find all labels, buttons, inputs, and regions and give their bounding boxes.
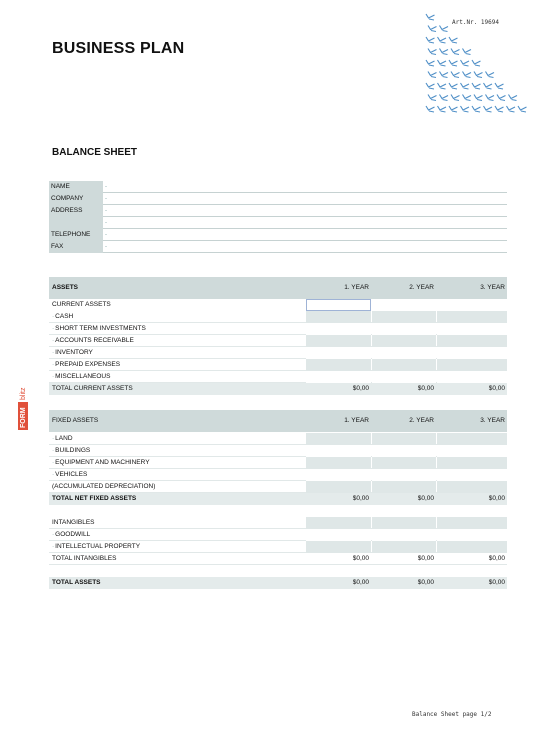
total-row bbox=[49, 493, 507, 505]
contact-row-company[interactable] bbox=[49, 193, 507, 205]
value-cell[interactable] bbox=[306, 323, 371, 335]
header-label: FIXED ASSETS bbox=[52, 417, 99, 424]
chevron-mark bbox=[449, 83, 458, 89]
row-label: (ACCUMULATED DEPRECIATION) bbox=[52, 483, 156, 490]
value-cell[interactable] bbox=[372, 433, 436, 445]
value-cell[interactable] bbox=[306, 433, 371, 445]
value-cell[interactable] bbox=[306, 335, 371, 347]
value-cell[interactable] bbox=[437, 371, 507, 383]
total-value: $0,00 bbox=[488, 579, 505, 586]
chevron-mark bbox=[474, 72, 483, 78]
contact-row-address[interactable] bbox=[49, 205, 507, 217]
table-row bbox=[49, 311, 507, 323]
value-cell[interactable] bbox=[372, 371, 436, 383]
chevron-mark bbox=[472, 106, 481, 112]
value-cell[interactable] bbox=[306, 347, 371, 359]
value-cell[interactable] bbox=[306, 529, 371, 541]
table-row bbox=[49, 445, 507, 457]
total-value: $0,00 bbox=[417, 555, 434, 562]
grand-total-table bbox=[49, 577, 507, 589]
value-cell[interactable] bbox=[437, 457, 507, 469]
chevron-mark bbox=[449, 37, 458, 43]
grand-total-row bbox=[49, 577, 507, 589]
chevron-mark bbox=[438, 106, 447, 112]
value-cell[interactable] bbox=[437, 445, 507, 457]
value-cell[interactable] bbox=[306, 469, 371, 481]
value-cell[interactable] bbox=[437, 347, 507, 359]
contact-row-address-2[interactable] bbox=[49, 217, 507, 229]
chevron-mark bbox=[518, 106, 527, 112]
contact-row-fax[interactable] bbox=[49, 241, 507, 253]
row-label: · GOODWILL bbox=[52, 529, 90, 541]
contact-label: TELEPHONE bbox=[49, 229, 103, 241]
contact-label bbox=[49, 217, 103, 229]
field-marker: - bbox=[105, 184, 107, 190]
table-header bbox=[49, 410, 507, 432]
value-cell[interactable] bbox=[306, 299, 371, 311]
contact-label: NAME bbox=[49, 181, 103, 193]
total-label: TOTAL INTANGIBLES bbox=[52, 555, 117, 562]
value-cell[interactable] bbox=[437, 359, 507, 371]
chevron-mark bbox=[474, 95, 483, 101]
value-cell[interactable] bbox=[437, 311, 507, 323]
row-label: · MISCELLANEOUS bbox=[52, 371, 110, 383]
intangibles-table bbox=[49, 517, 507, 565]
value-cell[interactable] bbox=[306, 371, 371, 383]
col-header-year-2: 2. YEAR bbox=[409, 284, 434, 291]
table-row bbox=[49, 371, 507, 383]
field-marker: - bbox=[105, 232, 107, 238]
chevron-mark bbox=[461, 83, 470, 89]
total-value: $0,00 bbox=[417, 495, 434, 502]
fixed-assets-table bbox=[49, 410, 507, 505]
chevron-mark bbox=[440, 72, 449, 78]
table-row bbox=[49, 457, 507, 469]
value-cell[interactable] bbox=[306, 445, 371, 457]
total-value: $0,00 bbox=[417, 579, 434, 586]
col-header-year-1: 1. YEAR bbox=[344, 417, 369, 424]
value-cell[interactable] bbox=[306, 541, 371, 553]
row-label: · PREPAID EXPENSES bbox=[52, 359, 120, 371]
tag-text-form: FORM bbox=[20, 407, 28, 428]
article-number: Art.Nr. 19694 bbox=[452, 19, 499, 26]
table-row bbox=[49, 481, 507, 493]
section-title: BALANCE SHEET bbox=[52, 147, 138, 158]
contact-row-telephone[interactable] bbox=[49, 229, 507, 241]
table-row bbox=[49, 469, 507, 481]
formblitz-tag-logo bbox=[18, 366, 28, 430]
chevron-mark bbox=[461, 60, 470, 66]
value-cell[interactable] bbox=[306, 311, 371, 323]
total-value: $0,00 bbox=[352, 579, 369, 586]
col-header-year-3: 3. YEAR bbox=[480, 284, 505, 291]
group-label: CURRENT ASSETS bbox=[52, 301, 111, 308]
current-assets-table bbox=[49, 277, 507, 395]
value-cell[interactable] bbox=[372, 311, 436, 323]
table-row bbox=[49, 299, 507, 311]
chevron-mark bbox=[495, 83, 504, 89]
chevron-mark bbox=[497, 95, 506, 101]
value-cell[interactable] bbox=[437, 541, 507, 553]
chevron-mark bbox=[428, 72, 437, 78]
chevron-mark bbox=[426, 106, 435, 112]
table-header bbox=[49, 277, 507, 299]
chevron-mark bbox=[463, 72, 472, 78]
value-cell[interactable] bbox=[437, 529, 507, 541]
value-cell[interactable] bbox=[372, 335, 436, 347]
field-marker: - bbox=[105, 220, 107, 226]
row-label: · SHORT TERM INVESTMENTS bbox=[52, 323, 146, 335]
total-row bbox=[49, 553, 507, 565]
chevron-mark bbox=[507, 106, 516, 112]
value-cell[interactable] bbox=[437, 323, 507, 335]
value-cell[interactable] bbox=[306, 517, 371, 529]
contact-row-name[interactable] bbox=[49, 181, 507, 193]
chevron-mark bbox=[495, 106, 504, 112]
chevron-mark bbox=[451, 72, 460, 78]
row-label: · INVENTORY bbox=[52, 347, 93, 359]
group-label: INTANGIBLES bbox=[52, 519, 95, 526]
tag-text-blitz: blitz bbox=[20, 387, 28, 400]
contact-label: FAX bbox=[49, 241, 103, 253]
page-title: BUSINESS PLAN bbox=[52, 40, 185, 57]
chevron-mark bbox=[426, 14, 435, 20]
row-label: · ACCOUNTS RECEIVABLE bbox=[52, 335, 134, 347]
table-row bbox=[49, 335, 507, 347]
total-value: $0,00 bbox=[488, 555, 505, 562]
table-row bbox=[49, 517, 507, 529]
chevron-mark bbox=[438, 83, 447, 89]
total-value: $0,00 bbox=[352, 385, 369, 392]
table-row bbox=[49, 541, 507, 553]
chevron-mark bbox=[461, 106, 470, 112]
chevron-mark bbox=[451, 49, 460, 55]
chevron-mark bbox=[472, 83, 481, 89]
chevron-mark bbox=[426, 83, 435, 89]
chevron-mark bbox=[428, 26, 437, 32]
header-label: ASSETS bbox=[52, 284, 79, 291]
table-row bbox=[49, 529, 507, 541]
value-cell[interactable] bbox=[372, 323, 436, 335]
table-row bbox=[49, 433, 507, 445]
contact-label: ADDRESS bbox=[49, 205, 103, 217]
row-label: · EQUIPMENT AND MACHINERY bbox=[52, 457, 150, 469]
chevron-mark bbox=[449, 60, 458, 66]
chevron-mark bbox=[428, 49, 437, 55]
chevron-mark bbox=[484, 83, 493, 89]
value-cell[interactable] bbox=[372, 529, 436, 541]
value-cell[interactable] bbox=[372, 517, 436, 529]
table-row bbox=[49, 359, 507, 371]
total-label: TOTAL CURRENT ASSETS bbox=[52, 385, 133, 392]
chevron-mark bbox=[486, 72, 495, 78]
chevron-mark bbox=[449, 106, 458, 112]
value-cell[interactable] bbox=[437, 517, 507, 529]
total-value: $0,00 bbox=[417, 385, 434, 392]
total-value: $0,00 bbox=[352, 555, 369, 562]
chevron-mark bbox=[451, 95, 460, 101]
total-label: TOTAL NET FIXED ASSETS bbox=[52, 495, 137, 502]
chevron-mark bbox=[463, 49, 472, 55]
row-label: · LAND bbox=[52, 433, 73, 445]
chevron-mark bbox=[486, 95, 495, 101]
value-cell[interactable] bbox=[372, 347, 436, 359]
row-label: · CASH bbox=[52, 311, 73, 323]
field-marker: - bbox=[105, 208, 107, 214]
total-row bbox=[49, 383, 507, 395]
value-cell[interactable] bbox=[372, 445, 436, 457]
value-cell[interactable] bbox=[372, 469, 436, 481]
row-label: · INTELLECTUAL PROPERTY bbox=[52, 541, 140, 553]
total-value: $0,00 bbox=[352, 495, 369, 502]
value-cell[interactable] bbox=[372, 541, 436, 553]
total-label: TOTAL ASSETS bbox=[52, 579, 101, 586]
field-marker: - bbox=[105, 196, 107, 202]
value-cell[interactable] bbox=[306, 359, 371, 371]
value-cell[interactable] bbox=[437, 335, 507, 347]
chevron-mark bbox=[438, 37, 447, 43]
chevron-mark bbox=[426, 37, 435, 43]
chevron-mark bbox=[428, 95, 437, 101]
chevron-mark bbox=[426, 60, 435, 66]
chevron-mark bbox=[463, 95, 472, 101]
table-row bbox=[49, 347, 507, 359]
value-cell[interactable] bbox=[372, 481, 436, 493]
row-label: · VEHICLES bbox=[52, 469, 87, 481]
total-value: $0,00 bbox=[488, 495, 505, 502]
chevron-mark bbox=[438, 60, 447, 66]
contact-label: COMPANY bbox=[49, 193, 103, 205]
chevron-mark bbox=[440, 49, 449, 55]
value-cell[interactable] bbox=[437, 481, 507, 493]
col-header-year-2: 2. YEAR bbox=[409, 417, 434, 424]
row-label: · BUILDINGS bbox=[52, 445, 90, 457]
value-cell[interactable] bbox=[372, 457, 436, 469]
contact-block bbox=[49, 181, 507, 253]
value-cell[interactable] bbox=[306, 481, 371, 493]
table-row bbox=[49, 323, 507, 335]
value-cell[interactable] bbox=[306, 457, 371, 469]
chevron-mark bbox=[484, 106, 493, 112]
field-marker: - bbox=[105, 244, 107, 250]
value-cell[interactable] bbox=[437, 469, 507, 481]
total-value: $0,00 bbox=[488, 385, 505, 392]
chevron-mark bbox=[440, 95, 449, 101]
chevron-mark bbox=[509, 95, 518, 101]
page-footer: Balance Sheet page 1/2 bbox=[412, 711, 492, 718]
col-header-year-1: 1. YEAR bbox=[344, 284, 369, 291]
col-header-year-3: 3. YEAR bbox=[480, 417, 505, 424]
value-cell[interactable] bbox=[372, 359, 436, 371]
chevron-mark bbox=[440, 26, 449, 32]
chevron-mark bbox=[472, 60, 481, 66]
value-cell[interactable] bbox=[437, 433, 507, 445]
